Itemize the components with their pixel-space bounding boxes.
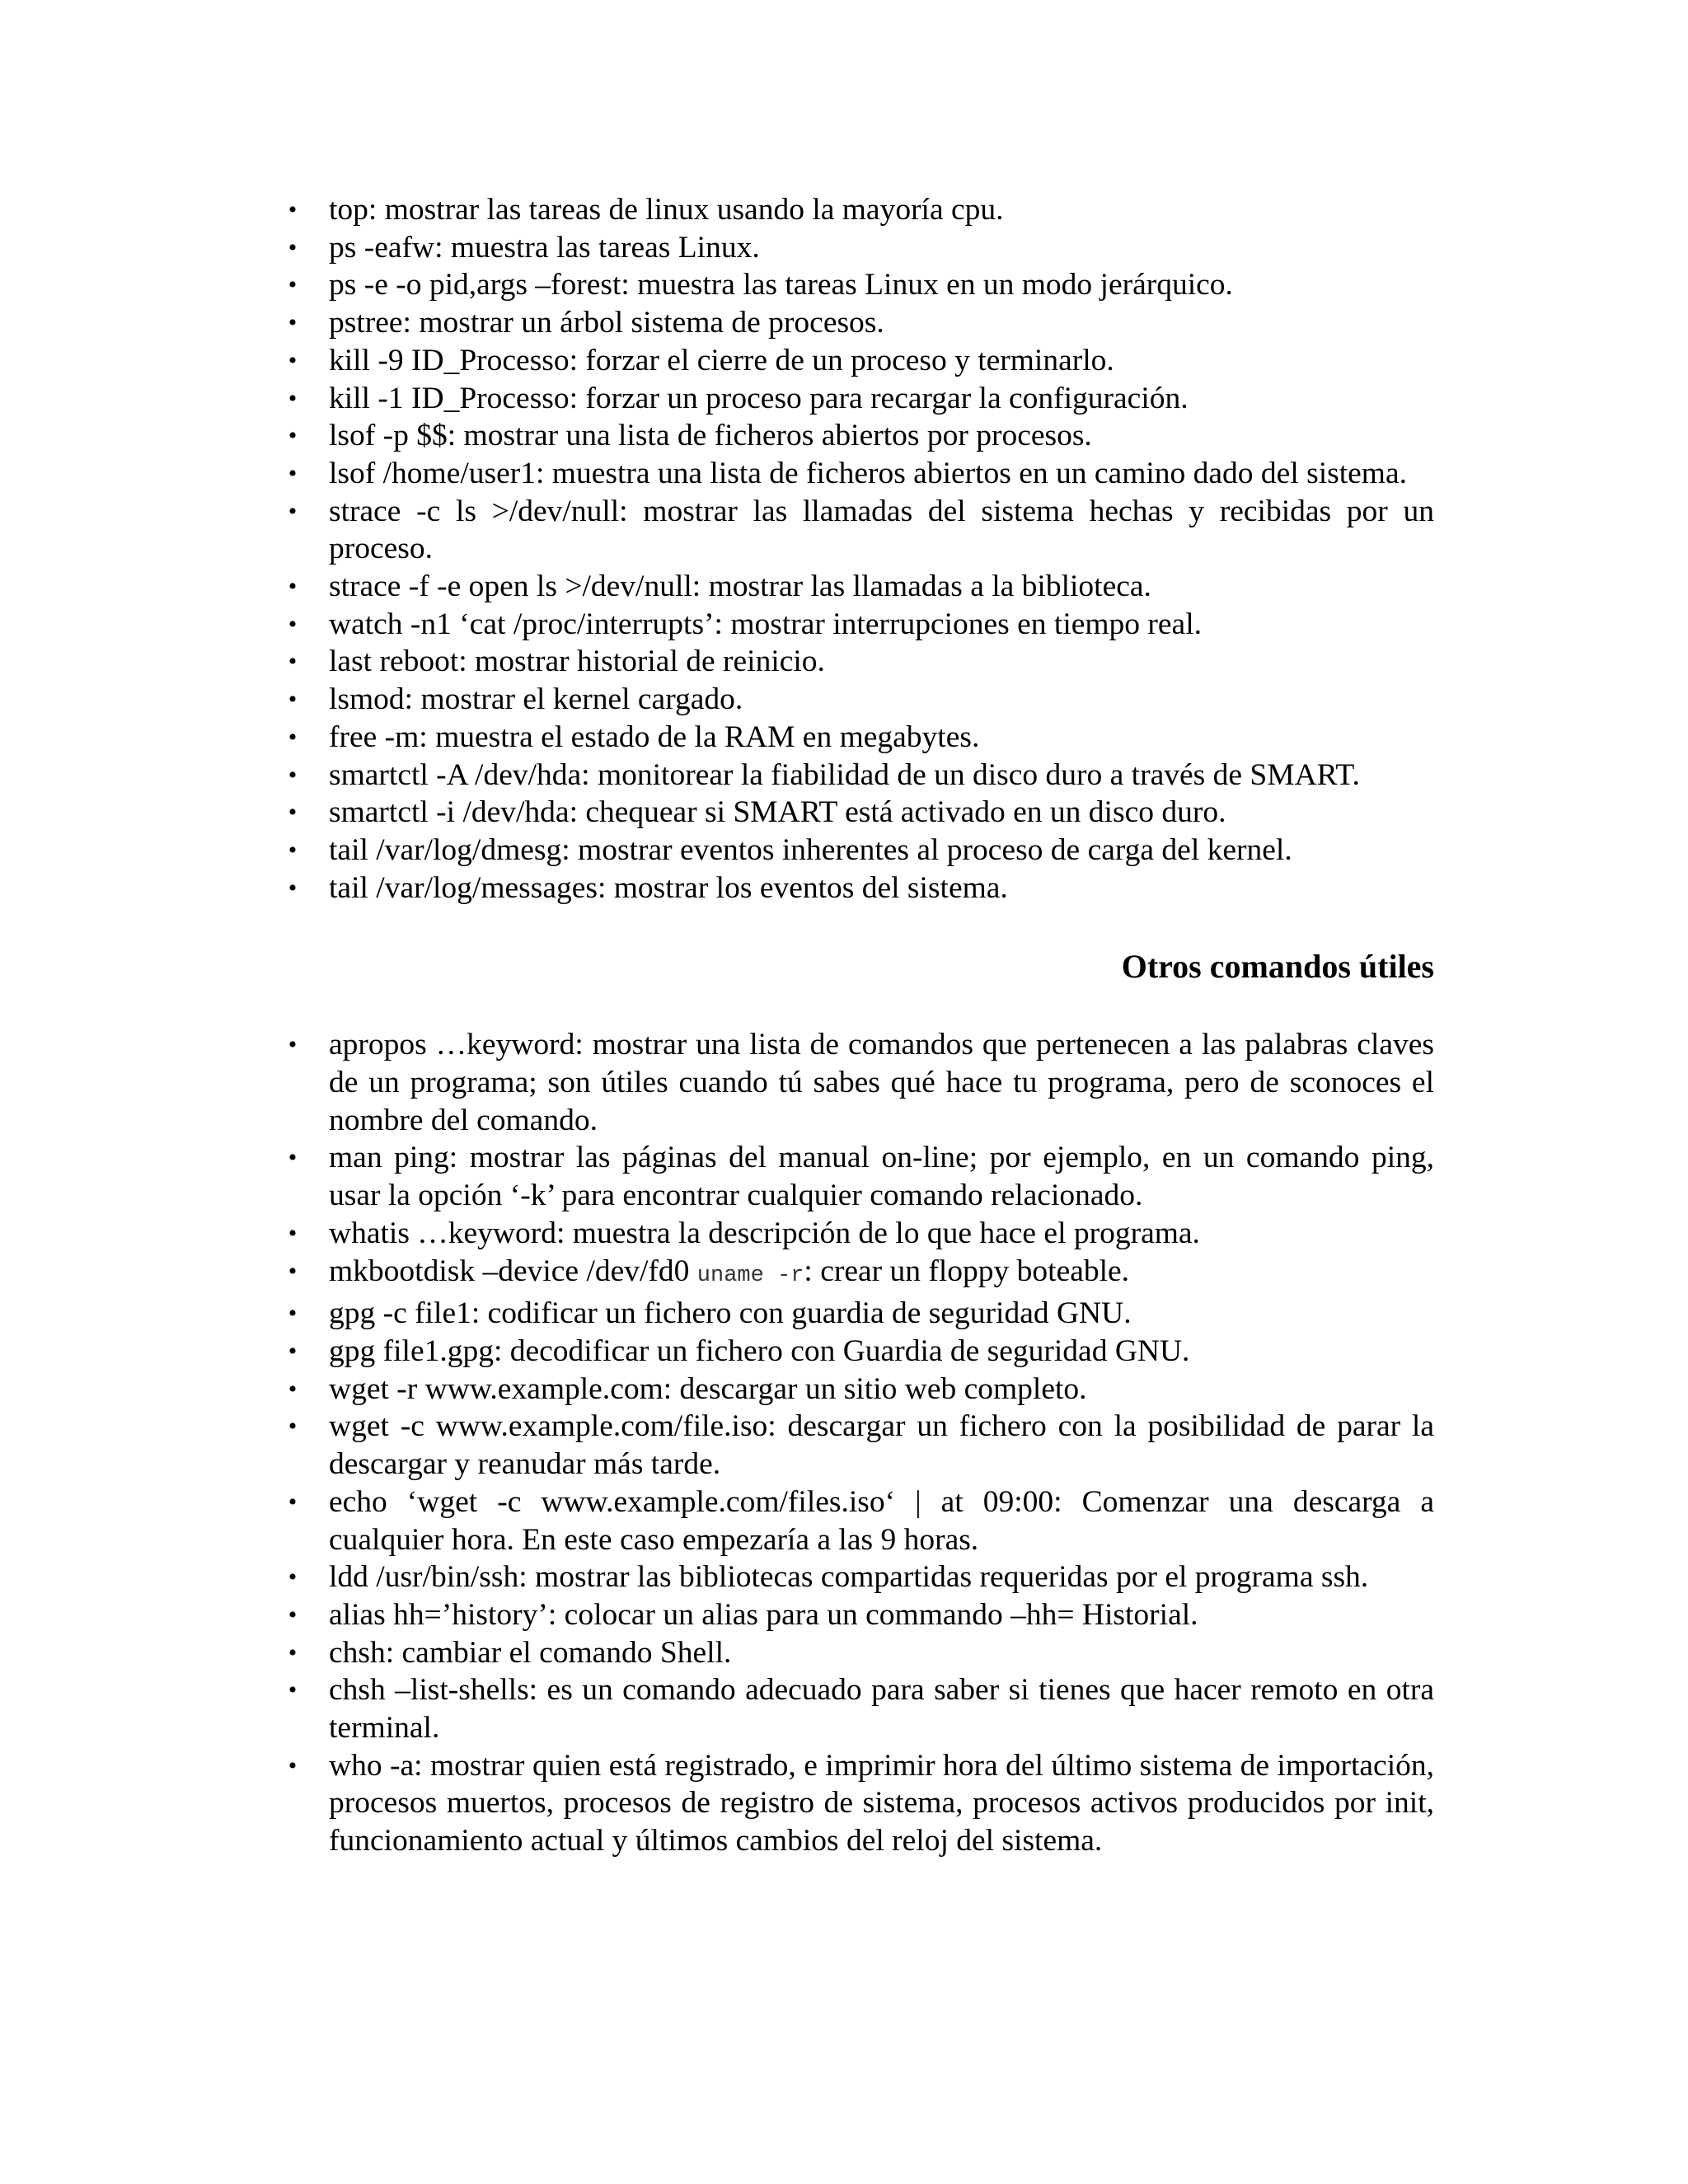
list-item-text: gpg file1.gpg: decodificar un fichero con Guardia de seguridad GNU. bbox=[329, 1333, 1190, 1368]
bullet-icon: • bbox=[288, 573, 298, 601]
list-item bbox=[280, 191, 1434, 229]
list-item-text: whatis …keyword: muestra la descripción de lo que hace el programa. bbox=[329, 1216, 1200, 1250]
bullet-icon: • bbox=[288, 1638, 298, 1666]
list-item-text: wget -r www.example.com: descargar un sitio web completo. bbox=[329, 1371, 1087, 1406]
list-item bbox=[280, 606, 1434, 644]
bullet-icon: • bbox=[288, 610, 298, 638]
list-item bbox=[280, 1026, 1434, 1139]
list-item-text: echo ‘wget -c www.example.com/files.iso‘ | at 09:00: Comenzar una descarga a cualquier hora. En este caso empezaría a las 9 horas. bbox=[329, 1484, 1434, 1557]
process-commands-list bbox=[280, 191, 1434, 907]
bullet-icon: • bbox=[288, 346, 298, 374]
list-item-text: wget -c www.example.com/file.iso: descargar un fichero con la posibilidad de parar la descargar y reanudar más tarde. bbox=[329, 1409, 1434, 1482]
list-item bbox=[280, 342, 1434, 380]
list-item bbox=[280, 1596, 1434, 1634]
bullet-icon: • bbox=[288, 1144, 298, 1172]
list-item bbox=[280, 1371, 1434, 1408]
list-item bbox=[280, 455, 1434, 493]
list-item bbox=[280, 304, 1434, 342]
bullet-icon: • bbox=[288, 497, 298, 525]
list-item-text: kill -1 ID_Processo: forzar un proceso para recargar la configuración. bbox=[329, 381, 1189, 415]
list-item-text: man ping: mostrar las páginas del manual on-line; por ejemplo, en un comando ping, usar la opción ‘-k’ para encontrar cualquier comando relacionado. bbox=[329, 1141, 1434, 1213]
list-item bbox=[280, 1295, 1434, 1333]
list-item bbox=[280, 1671, 1434, 1746]
bullet-icon: • bbox=[288, 1257, 298, 1285]
list-item-text: tail /var/log/messages: mostrar los eventos del sistema. bbox=[329, 870, 1008, 905]
list-item bbox=[280, 229, 1434, 267]
list-item-text: free -m: muestra el estado de la RAM en megabytes. bbox=[329, 719, 980, 754]
useful-commands-list bbox=[280, 1026, 1434, 1859]
list-item bbox=[280, 417, 1434, 455]
list-item bbox=[280, 1634, 1434, 1672]
list-item bbox=[280, 794, 1434, 832]
bullet-icon: • bbox=[288, 1031, 298, 1059]
list-item-text: top: mostrar las tareas de linux usando la mayoría cpu. bbox=[329, 193, 1004, 227]
bullet-icon: • bbox=[288, 233, 298, 261]
list-item bbox=[280, 493, 1434, 568]
bullet-icon: • bbox=[288, 648, 298, 676]
list-item-text: smartctl -A /dev/hda: monitorear la fiabilidad de un disco duro a través de SMART. bbox=[329, 757, 1360, 792]
bullet-icon: • bbox=[288, 874, 298, 902]
bullet-icon: • bbox=[288, 1219, 298, 1247]
list-item bbox=[280, 757, 1434, 794]
list-item bbox=[280, 1747, 1434, 1860]
list-item-text: tail /var/log/dmesg: mostrar eventos inherentes al proceso de carga del kernel. bbox=[329, 832, 1292, 867]
list-item bbox=[280, 1253, 1434, 1296]
list-item bbox=[280, 1139, 1434, 1214]
bullet-icon: • bbox=[288, 196, 298, 223]
list-item-text: : crear un floppy boteable. bbox=[804, 1254, 1130, 1288]
bullet-icon: • bbox=[288, 459, 298, 487]
bullet-icon: • bbox=[288, 686, 298, 714]
page-content bbox=[280, 191, 1434, 1860]
list-item-text: chsh –list-shells: es un comando adecuado para saber si tienes que hacer remoto en otra terminal. bbox=[329, 1673, 1434, 1746]
bullet-icon: • bbox=[288, 761, 298, 789]
list-item-text: who -a: mostrar quien está registrado, e imprimir hora del último sistema de importación, procesos muertos, procesos de registro de sistema, procesos activos producidos por init, funcionamiento actual y últimos cambios del reloj del sistema. bbox=[329, 1748, 1434, 1858]
list-item bbox=[280, 869, 1434, 907]
bullet-icon: • bbox=[288, 723, 298, 751]
list-item bbox=[280, 643, 1434, 681]
list-item bbox=[280, 1483, 1434, 1558]
list-item-text: gpg -c file1: codificar un fichero con guardia de seguridad GNU. bbox=[329, 1296, 1132, 1331]
list-item-text: ps -e -o pid,args –forest: muestra las tareas Linux en un modo jerárquico. bbox=[329, 268, 1233, 302]
list-item-text: lsmod: mostrar el kernel cargado. bbox=[329, 682, 743, 717]
bullet-icon: • bbox=[288, 1413, 298, 1441]
list-item bbox=[280, 681, 1434, 719]
bullet-icon: • bbox=[288, 384, 298, 412]
bullet-icon: • bbox=[288, 1300, 298, 1328]
list-item-text: smartctl -i /dev/hda: chequear si SMART está activado en un disco duro. bbox=[329, 795, 1226, 830]
list-item bbox=[280, 1408, 1434, 1483]
list-item bbox=[280, 1215, 1434, 1253]
bullet-icon: • bbox=[288, 1563, 298, 1591]
list-item-text: strace -c ls >/dev/null: mostrar las llamadas del sistema hechas y recibidas por un proceso. bbox=[329, 494, 1434, 566]
bullet-icon: • bbox=[288, 1488, 298, 1516]
bullet-icon: • bbox=[288, 422, 298, 450]
section-heading: Otros comandos útiles bbox=[1121, 948, 1434, 986]
bullet-icon: • bbox=[288, 1375, 298, 1403]
bullet-icon: • bbox=[288, 1751, 298, 1779]
list-item-text: alias hh=’history’: colocar un alias para un commando –hh= Historial. bbox=[329, 1597, 1198, 1632]
list-item bbox=[280, 719, 1434, 757]
list-item-text: watch -n1 ‘cat /proc/interrupts’: mostrar interrupciones en tiempo real. bbox=[329, 607, 1202, 641]
list-item-text: strace -f -e open ls >/dev/null: mostrar las llamadas a la biblioteca. bbox=[329, 569, 1151, 604]
list-item bbox=[280, 266, 1434, 304]
list-item-text: kill -9 ID_Processo: forzar el cierre de un proceso y terminarlo. bbox=[329, 343, 1114, 377]
list-item bbox=[280, 1333, 1434, 1371]
list-item-text: chsh: cambiar el comando Shell. bbox=[329, 1635, 732, 1670]
list-item-text: apropos …keyword: mostrar una lista de comandos que pertenecen a las palabras claves de un programa; son útiles cuando tú sabes qué hace tu programa, pero de sconoces el nombre del comando. bbox=[329, 1028, 1434, 1137]
bullet-icon: • bbox=[288, 1337, 298, 1365]
list-item bbox=[280, 380, 1434, 418]
bullet-icon: • bbox=[288, 1601, 298, 1629]
list-item-text: ps -eafw: muestra las tareas Linux. bbox=[329, 230, 760, 265]
list-item-text: mkbootdisk –device /dev/fd0 bbox=[329, 1254, 697, 1288]
list-item bbox=[280, 1558, 1434, 1596]
inline-code: uname -r bbox=[696, 1263, 804, 1288]
bullet-icon: • bbox=[288, 799, 298, 827]
list-item-text: ldd /usr/bin/ssh: mostrar las bibliotecas compartidas requeridas por el programa ssh. bbox=[329, 1560, 1369, 1595]
list-item bbox=[280, 568, 1434, 606]
list-item-text: pstree: mostrar un árbol sistema de procesos. bbox=[329, 306, 884, 340]
bullet-icon: • bbox=[288, 271, 298, 299]
list-item-text: lsof /home/user1: muestra una lista de ficheros abiertos en un camino dado del sistema. bbox=[329, 456, 1407, 490]
list-item-text: lsof -p $$: mostrar una lista de ficheros abiertos por procesos. bbox=[329, 419, 1092, 453]
list-item bbox=[280, 832, 1434, 869]
bullet-icon: • bbox=[288, 836, 298, 864]
bullet-icon: • bbox=[288, 1676, 298, 1704]
bullet-icon: • bbox=[288, 309, 298, 337]
list-item-text: last reboot: mostrar historial de reinicio. bbox=[329, 644, 825, 679]
